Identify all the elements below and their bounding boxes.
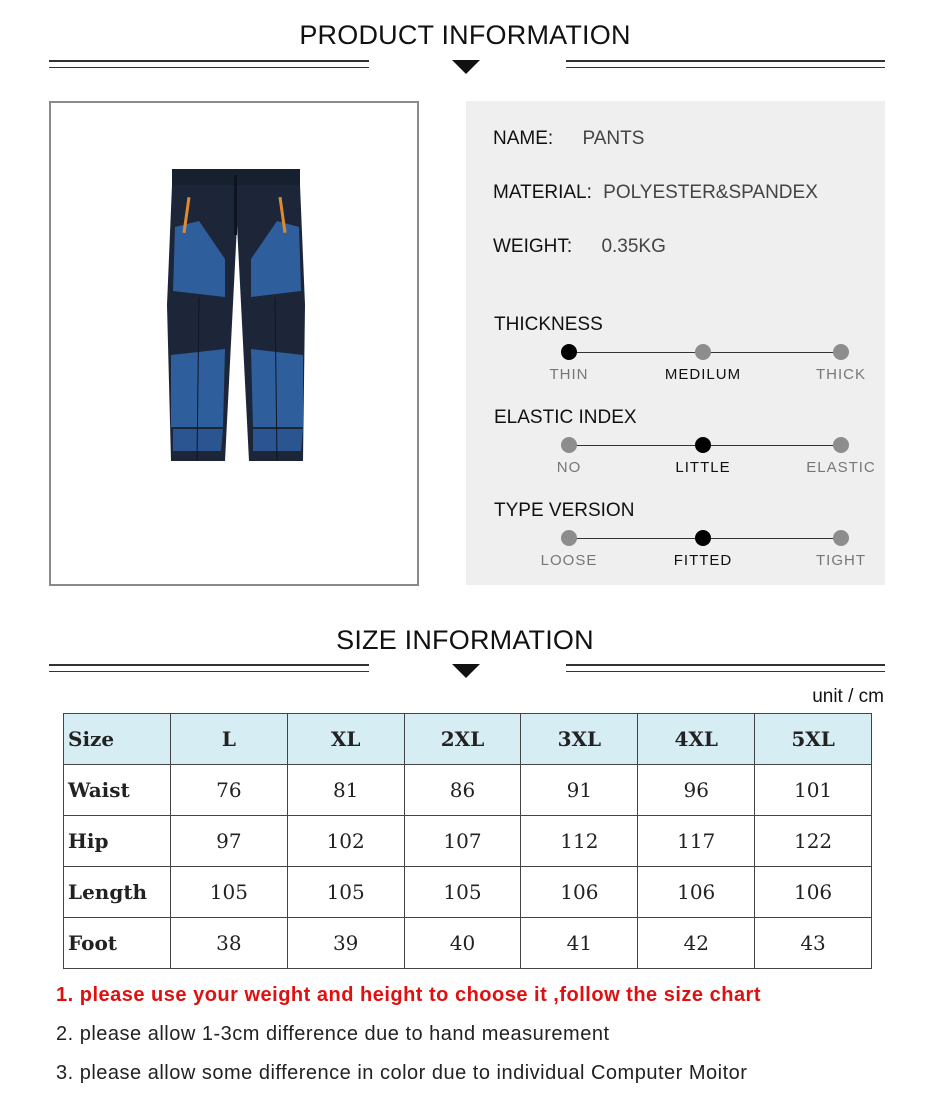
type-title: TYPE VERSION xyxy=(494,500,635,521)
type-label-fitted: FITTED xyxy=(673,552,733,569)
table-row-label: Foot xyxy=(64,918,171,969)
table-row xyxy=(64,765,872,816)
product-image-frame xyxy=(49,101,419,586)
table-cell: 96 xyxy=(638,765,755,816)
table-cell: 39 xyxy=(287,918,404,969)
table-header-cell: 4XL xyxy=(638,714,755,765)
table-cell: 105 xyxy=(404,867,521,918)
table-header-cell: 2XL xyxy=(404,714,521,765)
thickness-label-thin: THIN xyxy=(549,366,589,383)
right-divider xyxy=(566,664,885,672)
material-label: MATERIAL: xyxy=(493,182,592,203)
weight-row xyxy=(493,236,666,258)
table-cell: 105 xyxy=(287,867,404,918)
table-row-label: Hip xyxy=(64,816,171,867)
table-cell: 86 xyxy=(404,765,521,816)
elastic-label-elastic: ELASTIC xyxy=(806,459,876,476)
table-cell: 91 xyxy=(521,765,638,816)
table-cell: 76 xyxy=(170,765,287,816)
thickness-title: THICKNESS xyxy=(494,314,603,335)
material-row xyxy=(493,182,818,204)
left-divider xyxy=(49,60,369,68)
table-row-label: Waist xyxy=(64,765,171,816)
table-header-cell: 5XL xyxy=(755,714,872,765)
product-info-panel xyxy=(466,101,885,585)
table-header-cell: 3XL xyxy=(521,714,638,765)
table-cell: 112 xyxy=(521,816,638,867)
product-info-title: PRODUCT INFORMATION xyxy=(299,20,631,50)
down-arrow-icon xyxy=(452,664,480,678)
table-cell: 38 xyxy=(170,918,287,969)
type-dot-loose xyxy=(561,530,577,546)
right-divider xyxy=(566,60,885,68)
table-cell: 105 xyxy=(170,867,287,918)
table-row xyxy=(64,918,872,969)
table-cell: 40 xyxy=(404,918,521,969)
note-size-chart: 1. please use your weight and height to choose it ,follow the size chart xyxy=(56,984,762,1006)
name-label: NAME: xyxy=(493,128,554,149)
table-row xyxy=(64,816,872,867)
weight-label: WEIGHT: xyxy=(493,236,573,257)
table-header-cell: XL xyxy=(287,714,404,765)
thickness-label-medium: MEDILUM xyxy=(664,366,742,383)
table-cell: 97 xyxy=(170,816,287,867)
type-label-tight: TIGHT xyxy=(816,552,866,569)
table-header-cell: Size xyxy=(64,714,171,765)
table-cell: 102 xyxy=(287,816,404,867)
pants-image xyxy=(167,165,307,465)
size-info-title: SIZE INFORMATION xyxy=(336,625,594,655)
table-row-label: Length xyxy=(64,867,171,918)
name-value: PANTS xyxy=(582,128,645,149)
elastic-dot-little xyxy=(695,437,711,453)
note-color: 3. please allow some difference in color due to individual Computer Moitor xyxy=(56,1062,748,1084)
elastic-label-no: NO xyxy=(556,459,582,476)
table-cell: 42 xyxy=(638,918,755,969)
material-value: POLYESTER&SPANDEX xyxy=(603,182,818,203)
table-cell: 107 xyxy=(404,816,521,867)
weight-value: 0.35KG xyxy=(601,236,666,257)
unit-label: unit / cm xyxy=(812,686,884,707)
table-cell: 122 xyxy=(755,816,872,867)
elastic-title: ELASTIC INDEX xyxy=(494,407,637,428)
thickness-label-thick: THICK xyxy=(816,366,866,383)
table-header-row xyxy=(64,714,872,765)
thickness-dot-thick xyxy=(833,344,849,360)
elastic-label-little: LITTLE xyxy=(675,459,731,476)
table-cell: 106 xyxy=(638,867,755,918)
table-cell: 106 xyxy=(521,867,638,918)
table-row xyxy=(64,867,872,918)
note-measurement: 2. please allow 1-3cm difference due to hand measurement xyxy=(56,1023,610,1045)
left-divider xyxy=(49,664,369,672)
table-cell: 43 xyxy=(755,918,872,969)
name-row xyxy=(493,128,644,150)
thickness-dot-thin xyxy=(561,344,577,360)
elastic-dot-elastic xyxy=(833,437,849,453)
table-cell: 106 xyxy=(755,867,872,918)
table-cell: 81 xyxy=(287,765,404,816)
size-table xyxy=(63,713,872,969)
down-arrow-icon xyxy=(452,60,480,74)
type-dot-fitted xyxy=(695,530,711,546)
elastic-dot-no xyxy=(561,437,577,453)
table-cell: 117 xyxy=(638,816,755,867)
type-label-loose: LOOSE xyxy=(540,552,598,569)
table-header-cell: L xyxy=(170,714,287,765)
table-cell: 41 xyxy=(521,918,638,969)
thickness-dot-medium xyxy=(695,344,711,360)
table-cell: 101 xyxy=(755,765,872,816)
type-dot-tight xyxy=(833,530,849,546)
